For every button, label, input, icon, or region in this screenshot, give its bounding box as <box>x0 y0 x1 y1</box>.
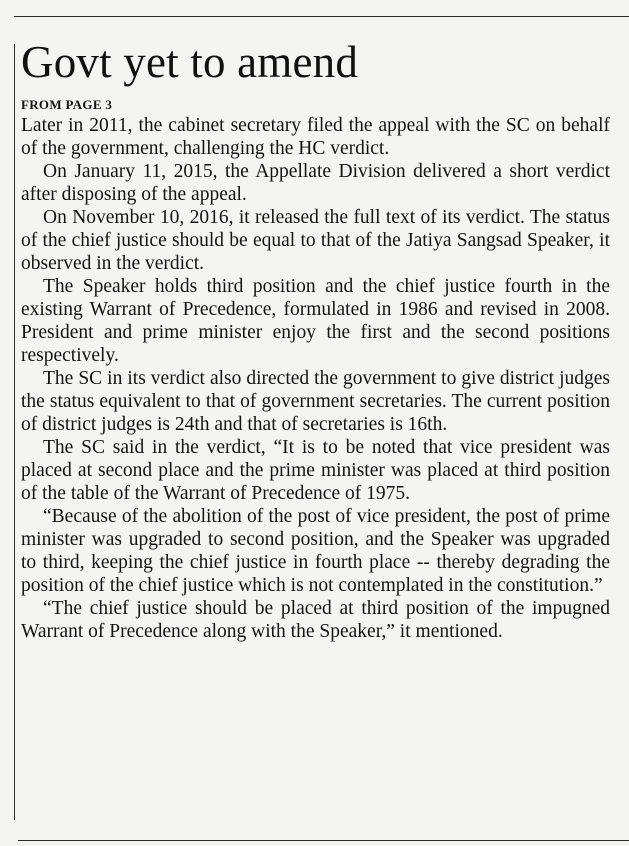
article-body <box>21 114 610 643</box>
paragraph: On January 11, 2015, the Appellate Division delivered a short verdict after disposing of the appeal. <box>21 161 610 205</box>
continued-from-label: FROM PAGE 3 <box>21 97 113 112</box>
bottom-rule <box>18 840 629 841</box>
headline: Govt yet to amend <box>21 37 359 87</box>
paragraph: The SC in its verdict also directed the government to give district judges the status equivalent to that of government secretaries. The current position of district judges is 24th and that of secretaries is 16th. <box>21 368 610 435</box>
paragraph: The SC said in the verdict, “It is to be noted that vice president was placed at second place and the prime minister was placed at third position of the table of the Warrant of Precedence of 1975. <box>21 437 610 504</box>
paragraph: The Speaker holds third position and the chief justice fourth in the existing Warrant of Precedence, formulated in 1986 and revised in 2008. President and prime minister enjoy the first and the second positions respectively. <box>21 276 610 366</box>
top-rule <box>14 16 629 17</box>
paragraph: “The chief justice should be placed at third position of the impugned Warrant of Precedence along with the Speaker,” it mentioned. <box>21 598 610 642</box>
paragraph: “Because of the abolition of the post of vice president, the post of prime minister was upgraded to second position, and the Speaker was upgraded to third, keeping the chief justice in fourth place -- thereby degrading the position of the chief justice which is not contemplated in the constitution.” <box>21 506 610 596</box>
article <box>21 34 610 643</box>
column-rule <box>14 44 15 820</box>
paragraph: On November 10, 2016, it released the full text of its verdict. The status of the chief justice should be equal to that of the Jatiya Sangsad Speaker, it observed in the verdict. <box>21 207 610 274</box>
paragraph: Later in 2011, the cabinet secretary filed the appeal with the SC on behalf of the government, challenging the HC verdict. <box>21 115 610 159</box>
